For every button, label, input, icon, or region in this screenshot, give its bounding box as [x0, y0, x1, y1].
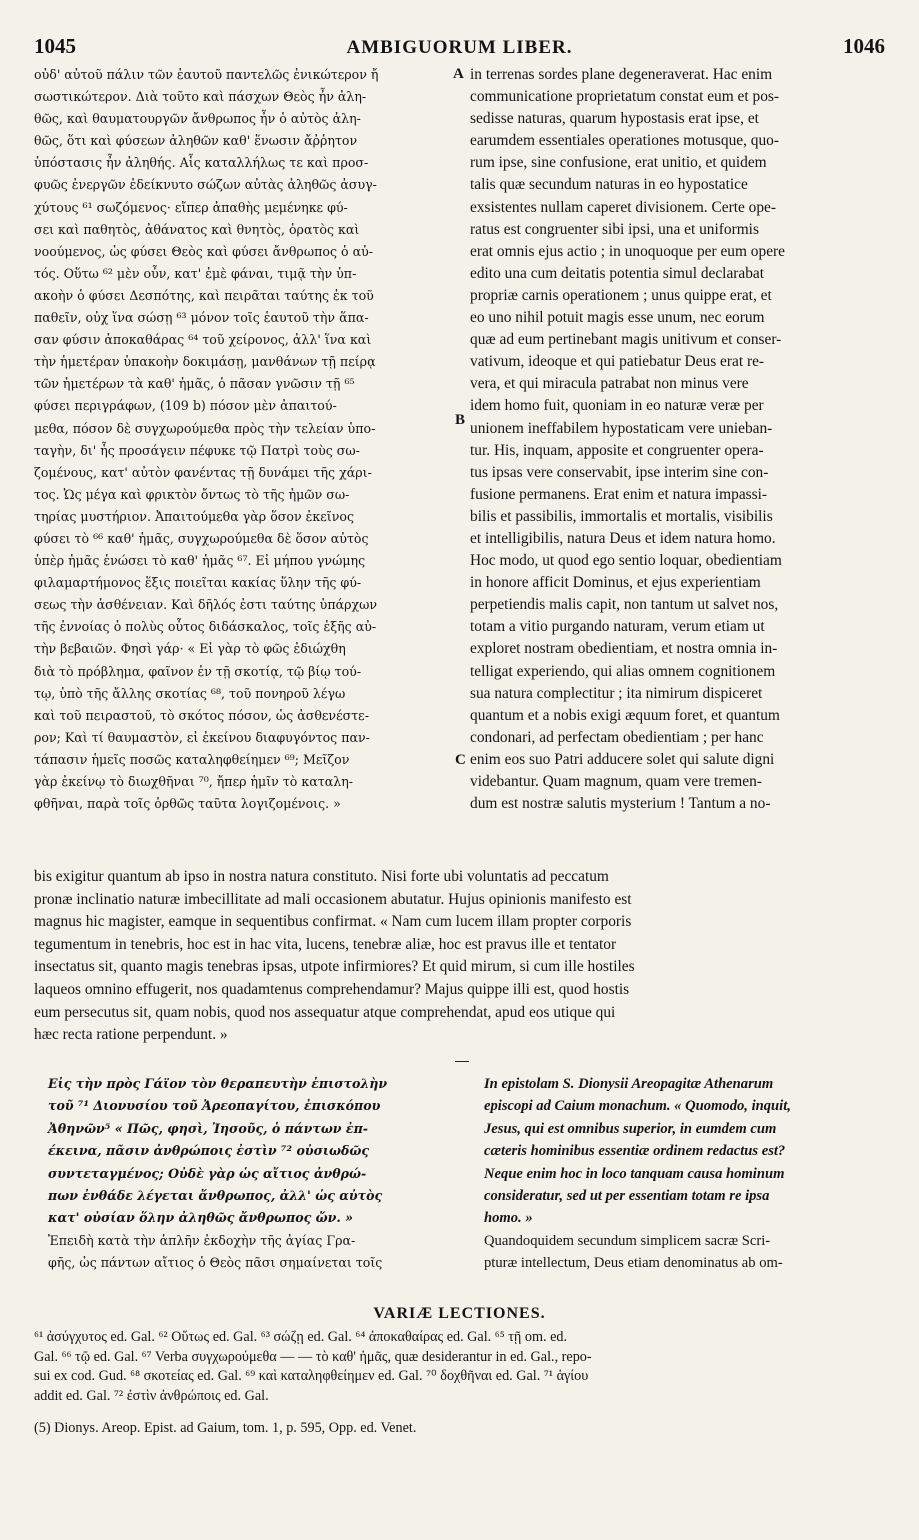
- greek-line: φιλαμαρτήμονος ἕξις ποιεῖται κακίας ὕλην τῆς φύ-: [34, 575, 362, 591]
- footnote: (5) Dionys. Areop. Epist. ad Gaium, tom. 1, p. 595, Opp. ed. Venet.: [34, 1420, 417, 1436]
- latin-line: insectatus sit, quanto magis tenebras ipsas, utpote infirmiores? Et quid mirum, si cum ille hostiles: [34, 958, 635, 976]
- latin-column: [470, 64, 880, 815]
- variant-reading-line: Gal. ⁶⁶ τῷ ed. Gal. ⁶⁷ Verba συγχωρούμεθα — — τὸ καθ' ἡμᾶς, quæ desiderantur in ed. Gal., repo-: [34, 1348, 592, 1365]
- latin-section-2: [470, 1073, 880, 1275]
- latin-line: ratus est congruenter sibi ipsi, una et uniformis: [470, 220, 759, 238]
- greek-line: τὴν βεβαιῶν. Φησὶ γάρ· « Εἰ γὰρ τὸ φῶς ἐδιώχθη: [34, 641, 346, 657]
- greek-quote-line: Εἰς τὴν πρὸς Γάϊον τὸν θεραπευτὴν ἐπιστολὴν: [48, 1076, 388, 1091]
- latin-line: in honore afficit Dominus, et ejus experientiam: [470, 574, 761, 592]
- greek-quote-line: συντεταγμένος; Οὐδὲ γὰρ ὡς αἴτιος ἀνθρώ-: [48, 1165, 367, 1181]
- greek-line: νοούμενος, ὡς φύσει Θεὸς καὶ φύσει ἄνθρωπος ὁ αὐ-: [34, 243, 374, 259]
- greek-line: σωστικώτερον. Διὰ τοῦτο καὶ πάσχων Θεὸς ἦν ἀλη-: [34, 89, 367, 105]
- variae-lectiones-title: VARIÆ LECTIONES.: [373, 1305, 546, 1322]
- greek-line: τῆς ἐννοίας ὁ πολὺς οὗτος διδάσκαλος, τοῖς ἑξῆς αὐ-: [34, 619, 377, 635]
- greek-line: ακοὴν ὁ φύσει Δεσπότης, καὶ πειρᾶται ταύτης ἐκ τοῦ: [34, 287, 374, 303]
- greek-line: ρον; Καὶ τί θαυμαστὸν, εἰ ἐκείνου διαφυγόντος παν-: [34, 729, 370, 745]
- greek-line: οὐδ' αὐτοῦ πάλιν τῶν ἑαυτοῦ παντελῶς ἐνικώτερον ἤ: [34, 67, 379, 82]
- latin-line: vativum, ideoque et qui patiebatur Deus erat re-: [470, 353, 765, 371]
- greek-line: διὰ τὸ πρόβλημα, φαῖνον ἐν τῇ σκοτίᾳ, τῷ βίῳ τού-: [34, 663, 362, 679]
- latin-line: quantum et a nobis exigi æquum foret, et quantum: [470, 706, 780, 724]
- latin-line: talis quæ secundum naturas in eo hypostatice: [470, 176, 748, 194]
- latin-line: magnus hic magister, eamque in sequentibus confirmat. « Nam cum lucem illam propter corporis: [34, 913, 632, 931]
- latin-line: eum persecutus sit, quam nobis, quod nos assequatur atque comprehendat, apud eos utique qui: [34, 1003, 616, 1021]
- latin-line: rum ipse, sine confusione, erat unitio, et quidem: [470, 154, 767, 172]
- latin-line: bis exigitur quantum ab ipso in nostra natura constituto. Nisi forte ubi voluntatis ad peccatum: [34, 868, 609, 885]
- latin-line: in terrenas sordes plane degeneraverat. Hac enim: [470, 66, 773, 83]
- latin-full-width-paragraph: [34, 866, 880, 1047]
- greek-quote-line: έκεινα, πᾶσιν ἀνθρώποις ἐστὶν ⁷² οὐσιωδῶς: [48, 1143, 370, 1159]
- latin-quote-line: consideratur, sed ut per essentiam totam re ipsa: [484, 1188, 770, 1205]
- latin-line: enim eos suo Patri adducere solet qui salute digni: [470, 750, 775, 768]
- variant-reading-line: sui ex cod. Gud. ⁶⁸ σκοτείας ed. Gal. ⁶⁹ καὶ καταληφθείημεν ed. Gal. ⁷⁰ δοχθῆναι ed. Gal. ⁷¹ ἁγίου: [34, 1368, 589, 1384]
- latin-quote-line: episcopi ad Caium monachum. « Quomodo, inquit,: [484, 1098, 791, 1115]
- running-title: AMBIGUORUM LIBER.: [346, 37, 573, 58]
- latin-line: laqueos omnino effugerit, nos quadamtenus comprehendamur? Majus quippe illi est, quod hostis: [34, 980, 630, 998]
- latin-line: sua natura complectitur ; ita nimirum dispiceret: [470, 684, 763, 702]
- latin-line: tegumentum in tenebris, hoc est in hac vita, lucens, tenebræ aliæ, hoc est pravus ille et tentator: [34, 935, 617, 953]
- variant-reading-line: ⁶¹ ἀσύγχυτος ed. Gal. ⁶² Οὕτως ed. Gal. ⁶³ σώζῃ ed. Gal. ⁶⁴ ἀποκαθαίρας ed. Gal. ⁶⁵ τῇ om. ed.: [34, 1329, 568, 1345]
- latin-line: tur. His, inquam, apposite et congruenter opera-: [470, 441, 764, 459]
- greek-line: καὶ τοῦ πειραστοῦ, τὸ σκότος πόσον, ὡς ἀσθενέστε-: [34, 707, 369, 723]
- greek-line: φῆς, ὡς πάντων αἴτιος ὁ Θεὸς πᾶσι σημαίνεται τοῖς: [48, 1255, 383, 1271]
- greek-paragraph: [34, 1230, 454, 1275]
- latin-line: telligat experiendo, qui alias omnem cognitionem: [470, 662, 776, 680]
- latin-line: earumdem essentiales operationes motusque, quo-: [470, 132, 780, 150]
- greek-line: φθῆναι, παρὰ τοῖς ὀρθῶς ταῦτα λογιζομένοις. »: [34, 796, 341, 812]
- latin-line: vera, et qui miracula patrabat non minus vere: [470, 375, 749, 393]
- greek-line: τῶν ἡμετέρων τὰ καθ' ἡμᾶς, ὁ πᾶσαν γνῶσιν τῇ ⁶⁵: [34, 376, 355, 392]
- latin-line: pronæ inclinatio naturæ imbecillitate ad mali occasionem abutatur. Hujus opinionis manifesto est: [34, 890, 632, 908]
- page-number-right: 1046: [842, 34, 885, 58]
- latin-quote-line: In epistolam S. Dionysii Areopagitæ Athenarum: [484, 1076, 774, 1092]
- variae-lectiones: [34, 1328, 880, 1406]
- variant-reading-line: addit ed. Gal. ⁷² ἐστὶν ἀνθρώποις ed. Gal.: [34, 1387, 269, 1404]
- greek-quote-line: κατ' οὐσίαν ὅλην ἀληθῶς ἄνθρωπος ὤν. »: [48, 1210, 354, 1226]
- greek-line: φύσει τὸ ⁶⁶ καθ' ἡμᾶς, συγχωρούμεθα δὲ ὅσον αὐτὸς: [34, 530, 369, 546]
- greek-quote-line: πων ἐνθάδε λέγεται ἄνθρωπος, ἀλλ' ὡς αὐτὸς: [48, 1188, 383, 1204]
- greek-line: παθεῖν, οὐχ ἵνα σώσῃ ⁶³ μόνον τοῖς ἑαυτοῦ τὴν ἅπα-: [34, 310, 369, 326]
- latin-line: erat omnis ejus actio ; in unoquoque per eum opere: [470, 242, 785, 260]
- greek-line: Ἐπειδὴ κατὰ τὴν ἁπλῆν ἐκδοχὴν τῆς ἁγίας Γρα-: [48, 1232, 356, 1248]
- margin-marker-b: B: [455, 412, 466, 428]
- latin-line: Hoc modo, ut quod ego sentio loquar, obedientiam: [470, 552, 782, 570]
- greek-line: ὑπόστασις ἦν ἀληθής. Αἷς καταλλήλως τε καὶ προσ-: [34, 155, 369, 171]
- latin-line: videbantur. Quam magnum, quam vere tremen-: [470, 773, 762, 790]
- margin-marker-a: A: [453, 66, 464, 82]
- greek-quote-line: τοῦ ⁷¹ Διονυσίου τοῦ Ἀρεοπαγίτου, ἐπισκόπου: [48, 1098, 381, 1114]
- latin-line: quæ ad eum pertinebant magis unitivum et conser-: [470, 331, 782, 349]
- greek-line: τάπασιν ἡμεῖς ποσῶς καταληφθείημεν ⁶⁹; Μεῖζον: [34, 751, 350, 767]
- greek-line: χύτους ⁶¹ σωζόμενος· εἴπερ ἀπαθὴς μεμένηκε φύ-: [34, 199, 348, 215]
- latin-line: hæc recta ratione perpendunt. »: [34, 1026, 228, 1044]
- latin-line: exsistentes nullam caperet divisionem. Certe ope-: [470, 198, 777, 216]
- latin-line: eo uno nihil potuit magis esse unum, nec eorum: [470, 309, 765, 327]
- latin-line: communicatione proprietatum constat eum et pos-: [470, 88, 780, 106]
- latin-line: et intelligibilis, natura Deus et idem natura homo.: [470, 529, 776, 547]
- greek-line: γὰρ ἐκείνῳ τὸ διωχθῆναι ⁷⁰, ἤπερ ἡμῖν τὸ καταλη-: [34, 774, 354, 789]
- section-divider: [455, 1061, 469, 1062]
- greek-line: σεως τὴν ἀσθένειαν. Καὶ δῆλός ἐστι ταύτης ὑπάρχων: [34, 597, 378, 613]
- greek-quote: [34, 1073, 454, 1230]
- latin-quote-line: homo. »: [484, 1210, 533, 1227]
- greek-column: [34, 64, 454, 815]
- latin-line: pturæ intellectum, Deus etiam denominatus ab om-: [484, 1255, 783, 1272]
- greek-line: τηρίας μυστήριον. Ἀπαιτούμεθα γὰρ ὅσον ἐκεῖνος: [34, 508, 355, 524]
- page-number-left: 1045: [34, 34, 76, 58]
- greek-line: σει καὶ παθητὸς, ἀθάνατος καὶ θνητὸς, ὁρατὸς καὶ: [34, 221, 360, 237]
- latin-line: condonari, ad perfectam obedientiam ; per hanc: [470, 728, 764, 746]
- latin-quote: [470, 1073, 880, 1230]
- latin-line: unionem ineffabilem hypostaticam vere unieban-: [470, 419, 773, 437]
- latin-line: perpetiendis malis capit, non tantum ut salvet nos,: [470, 596, 779, 614]
- latin-line: dum est nostræ salutis mysterium ! Tantum a no-: [470, 795, 771, 813]
- greek-line: σαν φύσιν ἀποκαθάρας ⁶⁴ τοῦ χείρονος, ἀλλ' ἵνα καὶ: [34, 332, 372, 348]
- greek-line: τος. Ὡς μέγα καὶ φρικτὸν ὄντως τὸ τῆς ἡμῶν σω-: [34, 486, 350, 502]
- margin-marker-c: C: [455, 752, 466, 768]
- greek-line: ὑπὲρ ἡμᾶς ἑνώσει τὸ καθ' ἡμᾶς ⁶⁷. Εἰ μήπου γνώμης: [34, 553, 366, 569]
- greek-line: τὴν ἡμετέραν ὑπακοὴν δοκιμάσῃ, μανθάνων τῇ πείρᾳ: [34, 354, 376, 370]
- greek-section-2: [34, 1073, 454, 1275]
- greek-line: ταγὴν, δι' ἧς προσάγειν πέφυκε τῷ Πατρὶ τοὺς σω-: [34, 442, 360, 458]
- greek-quote-line: Ἀθηνῶν⁵ « Πῶς, φησὶ, Ἰησοῦς, ὁ πάντων ἐπ-: [48, 1120, 369, 1136]
- latin-quote-line: Neque enim hoc in loco tanquam causa hominum: [484, 1165, 785, 1182]
- latin-line: propriæ carnis operationem ; unus quippe erat, et: [470, 286, 772, 304]
- greek-line: ζομένους, κατ' αὐτὸν φανέντας τῇ δυνάμει τῆς χάρι-: [34, 464, 372, 480]
- greek-line: τός. Οὕτω ⁶² μὲν οὖν, κατ' ἐμὲ φάναι, τιμᾷ τὴν ὑπ-: [34, 265, 357, 281]
- latin-line: tus ipsas vere conservabit, ipse interim sine con-: [470, 463, 769, 481]
- greek-line: μεθα, πόσον δὲ συγχωρούμεθα πρὸς τὴν τελείαν ὑπο-: [34, 420, 376, 436]
- greek-line: τῳ, ὑπὸ τῆς ἄλλης σκοτίας ⁶⁸, τοῦ πονηροῦ λέγω: [34, 685, 346, 701]
- greek-line: θῶς, ὅτι καὶ φύσεων ἀληθῶν καθ' ἕνωσιν ἄῤῥητον: [34, 133, 358, 149]
- latin-line: sedisse naturas, quarum hypostasis erat ipse, et: [470, 110, 759, 128]
- latin-line: idem homo fuit, quoniam in eo naturæ veræ per: [470, 397, 764, 415]
- greek-line: θῶς, καὶ θαυματουργῶν ἄνθρωπος ἦν ὁ αὐτὸς ἀλη-: [34, 111, 361, 127]
- page-header: [34, 34, 885, 62]
- latin-line: exploret nostram obedientiam, et nostra omnia in-: [470, 640, 778, 658]
- latin-quote-line: cæteris hominibus essentiæ ordinem redactus est?: [484, 1143, 786, 1160]
- latin-line: fusione permanens. Erat enim et natura impassi-: [470, 485, 768, 503]
- latin-line: bilis et passibilis, immortalis et mortalis, visibilis: [470, 507, 773, 525]
- latin-line: edito una cum deitatis potentia simul declarabat: [470, 264, 765, 282]
- latin-quote-line: Jesus, qui est omnibus superior, in eumdem cum: [484, 1120, 777, 1137]
- latin-line: totam a vitio purgando naturam, verum etiam ut: [470, 618, 765, 636]
- latin-line: Quandoquidem secundum simplicem sacræ Scri-: [484, 1232, 771, 1249]
- greek-line: φύσει περιγράφων, (109 b) πόσον μὲν ἀπαιτού-: [34, 398, 337, 414]
- latin-paragraph: [470, 1230, 880, 1275]
- greek-line: φυῶς ἐνεργῶν ἐδείκνυτο σώζων αὐτὰς ἀληθῶς ἀσυγ-: [34, 177, 377, 193]
